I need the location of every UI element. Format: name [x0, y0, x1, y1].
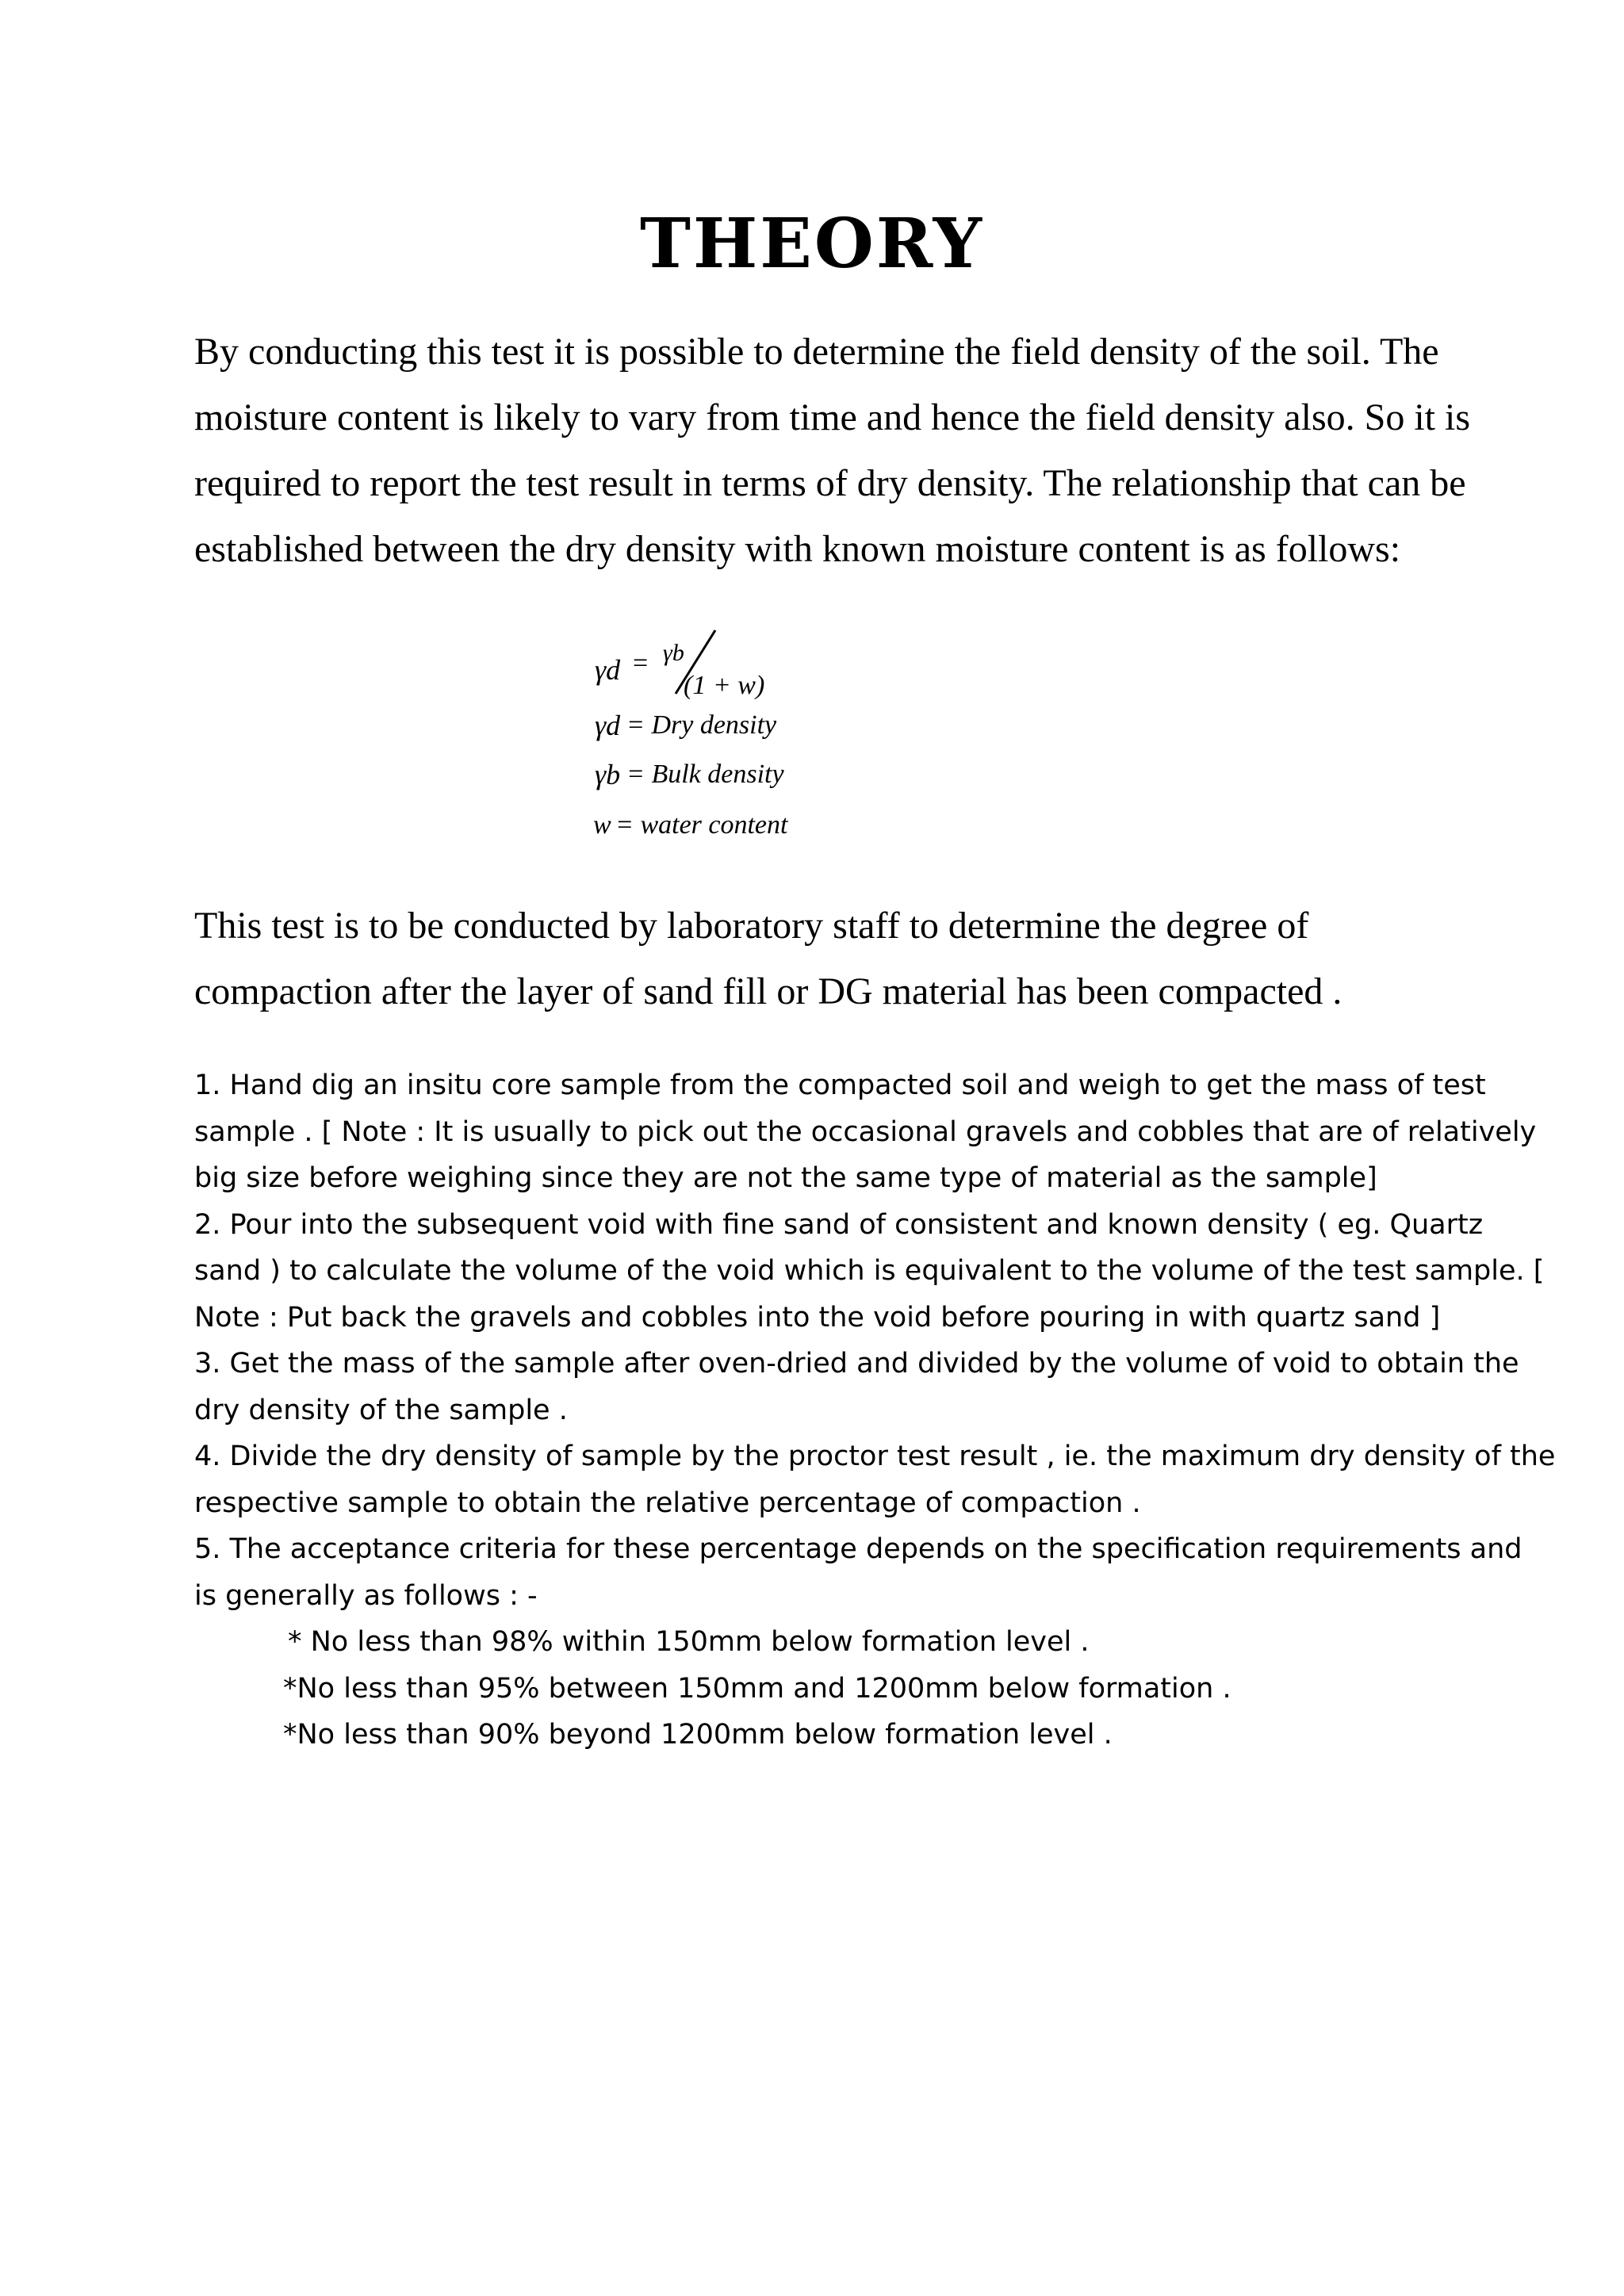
intro-line: moisture content is likely to vary from time and hence the field density also. So it is: [194, 396, 1471, 438]
step-line: 3. Get the mass of the sample after oven-dried and divided by the volume of void to obtain the: [194, 1348, 1519, 1380]
def-text-dry: = Dry density: [626, 710, 777, 740]
def-symbol-dry: γd: [595, 710, 621, 741]
step-line: 5. The acceptance criteria for these percentage depends on the specification requirements and: [194, 1533, 1522, 1565]
step-line: 1. Hand dig an insitu core sample from the compacted soil and weigh to get the mass of test: [194, 1070, 1486, 1101]
criteria-item: *No less than 90% beyond 1200mm below formation level .: [283, 1719, 1113, 1751]
note-line: compaction after the layer of sand fill or DG material has been compacted .: [194, 970, 1342, 1012]
step-line: respective sample to obtain the relative percentage of compaction .: [194, 1487, 1141, 1519]
intro-paragraph: [194, 319, 1495, 582]
criteria-item: *No less than 95% between 150mm and 1200mm below formation .: [283, 1672, 1231, 1705]
procedure-steps: [194, 1062, 1556, 1758]
dry-density-formula: [587, 622, 904, 852]
step-line: sample . [ Note : It is usually to pick out the occasional gravels and cobbles that are of relatively: [194, 1115, 1537, 1148]
formula-numerator: γb: [663, 640, 684, 666]
note-line: This test is to be conducted by laboratory staff to determine the degree of: [194, 905, 1309, 947]
step-line: big size before weighing since they are not the same type of material as the sample]: [194, 1162, 1377, 1194]
page-title: THEORY: [640, 204, 984, 284]
formula-lhs: γd: [595, 654, 621, 686]
step-line: dry density of the sample .: [194, 1394, 568, 1426]
intro-line: required to report the test result in terms of dry density. The relationship that can be: [194, 462, 1466, 504]
def-text-bulk: = Bulk density: [626, 760, 784, 789]
procedure-note-paragraph: [194, 893, 1495, 1024]
def-symbol-water: w: [593, 810, 611, 840]
criteria-item: * No less than 98% within 150mm below formation level .: [288, 1626, 1090, 1658]
intro-line: established between the dry density with known moisture content is as follows:: [194, 528, 1401, 570]
def-symbol-bulk: γb: [595, 759, 621, 790]
formula-denominator: (1 + w): [684, 671, 765, 700]
step-line: sand ) to calculate the volume of the void which is equivalent to the volume of the test sample. [: [194, 1255, 1545, 1287]
step-line: 2. Pour into the subsequent void with fine sand of consistent and known density ( eg. Quartz: [194, 1208, 1484, 1241]
intro-line: By conducting this test it is possible to determine the field density of the soil. The: [194, 331, 1439, 373]
step-line: 4. Divide the dry density of sample by the proctor test result , ie. the maximum dry density of the: [194, 1441, 1556, 1472]
def-text-water: = water content: [615, 810, 788, 840]
step-line: is generally as follows : -: [194, 1579, 538, 1612]
step-line: Note : Put back the gravels and cobbles into the void before pouring in with quartz sand ]: [194, 1301, 1441, 1334]
formula-equals: =: [633, 649, 649, 678]
formula-graphic: [587, 622, 904, 852]
